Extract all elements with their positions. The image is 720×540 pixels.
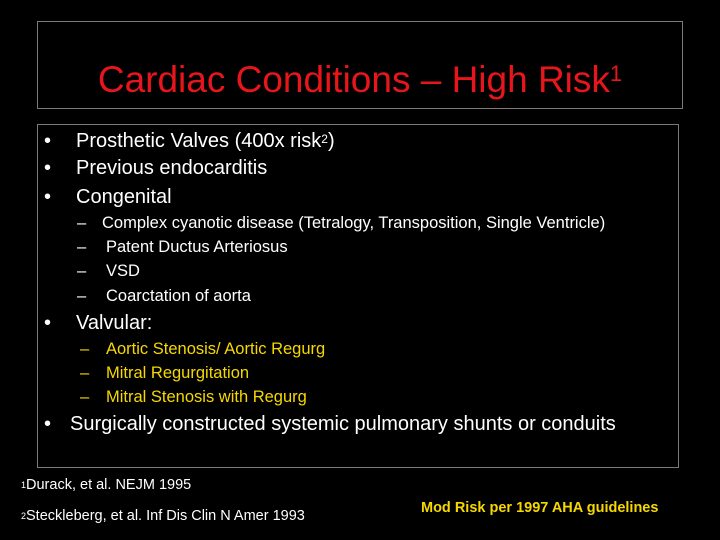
footnote-text: Durack, et al. NEJM 1995	[26, 477, 192, 493]
footnote-mark: 1	[21, 480, 27, 490]
slide-title-text: Cardiac Conditions – High Risk	[97, 59, 610, 100]
subitem-text: Complex cyanotic disease (Tetralogy, Transposition, Single Ventricle)	[102, 214, 606, 232]
bullet-dot: •	[44, 186, 52, 208]
dash-marker: –	[77, 262, 87, 280]
bullet-text: Surgically constructed systemic pulmonary shunts or conduits	[70, 413, 616, 435]
subitem-text: Mitral Regurgitation	[106, 364, 250, 382]
bullet-text-main: Prosthetic Valves (400x risk	[76, 130, 322, 152]
dash-marker: –	[80, 340, 90, 358]
bullet-sup: 2	[321, 132, 328, 146]
footnote-1	[21, 476, 191, 494]
mod-risk-note: Mod Risk per 1997 AHA guidelines	[421, 500, 659, 516]
footnote-2	[21, 507, 305, 525]
bullet-text	[76, 129, 335, 153]
title-box	[37, 21, 683, 109]
subitem-text: VSD	[106, 262, 140, 280]
subitem-text: Mitral Stenosis with Regurg	[106, 388, 307, 406]
subitem-text: Aortic Stenosis/ Aortic Regurg	[106, 340, 326, 358]
dash-marker: –	[80, 388, 90, 406]
subitem-text: Patent Ductus Arteriosus	[106, 238, 288, 256]
bullet-dot: •	[44, 130, 52, 152]
dash-marker: –	[80, 364, 90, 382]
footnote-text: Steckleberg, et al. Inf Dis Clin N Amer 1993	[26, 508, 305, 524]
bullet-text: Congenital	[76, 186, 172, 208]
bullet-text: Valvular:	[76, 312, 153, 334]
footnote-mark: 2	[21, 511, 27, 521]
bullet-text: Previous endocarditis	[76, 157, 268, 179]
dash-marker: –	[77, 214, 87, 232]
dash-marker: –	[77, 287, 87, 305]
title-footnote-mark: 1	[609, 61, 623, 86]
bullet-dot: •	[44, 312, 52, 334]
bullet-dot: •	[44, 157, 52, 179]
slide-title	[38, 60, 682, 100]
subitem-text: Coarctation of aorta	[106, 287, 251, 305]
bullet-text-tail: )	[327, 130, 335, 152]
bullet-dot: •	[44, 413, 52, 435]
dash-marker: –	[77, 238, 87, 256]
